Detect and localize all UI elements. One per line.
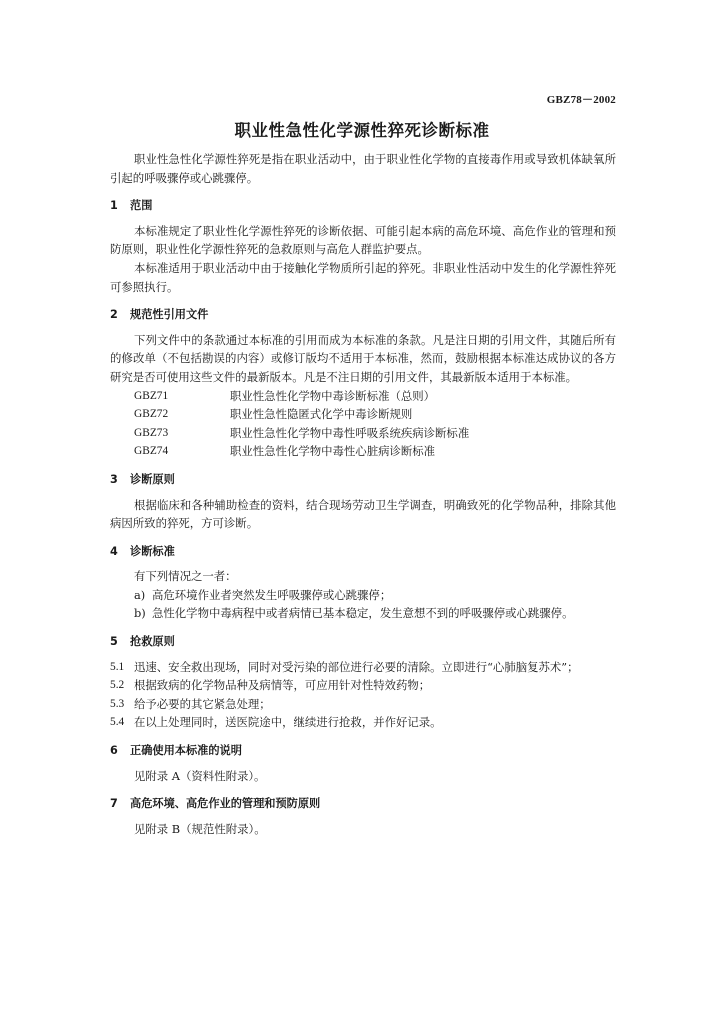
item-text: 根据致病的化学物品种及病情等，可应用针对性特效药物；	[134, 678, 431, 693]
item-text: 在以上处理同时，送医院途中，继续进行抢救，并作好记录。	[134, 715, 442, 730]
section-1-paragraph-2: 本标准适用于职业活动中由于接触化学物质所引起的猝死。非职业性活动中发生的化学源性猝死可参照执行。	[110, 260, 616, 294]
reference-code: GBZ73	[134, 426, 169, 439]
section-3-heading	[110, 471, 616, 490]
section-6-paragraph-1: 见附录 A（资料性附录）。	[134, 768, 266, 783]
reference-list	[110, 387, 616, 461]
section-2-heading	[110, 306, 616, 325]
intro-paragraph: 职业性急性化学源性猝死是指在职业活动中，由于职业性化学物的直接毒作用或导致机体缺氧所引起的呼吸骤停或心跳骤停。	[110, 152, 616, 185]
reference-name: 职业性急性隐匿式化学中毒诊断规则	[230, 407, 413, 422]
reference-item	[110, 442, 616, 461]
item-text: 急性化学物中毒病程中或者病情已基本稳定，发生意想不到的呼吸骤停或心跳骤停。	[152, 606, 574, 621]
criteria-item-b	[110, 604, 616, 623]
reference-name: 职业性急性化学物中毒性心脏病诊断标准	[230, 444, 436, 459]
rescue-item	[110, 658, 616, 677]
section-number: 1	[110, 199, 118, 213]
criteria-item-a	[110, 586, 616, 605]
section-title: 范围	[130, 199, 153, 213]
section-title: 高危环境、高危作业的管理和预防原则	[130, 797, 321, 811]
rescue-item	[110, 695, 616, 714]
section-7-heading	[110, 795, 616, 814]
section-title: 规范性引用文件	[130, 308, 209, 322]
rescue-item	[110, 713, 616, 732]
rescue-item	[110, 676, 616, 695]
section-number: 6	[110, 744, 118, 758]
section-title: 诊断原则	[130, 472, 175, 486]
section-number: 4	[110, 544, 118, 558]
item-number: 5.4	[110, 716, 125, 729]
section-6-heading	[110, 742, 616, 761]
section-2-paragraph-1: 下列文件中的条款通过本标准的引用而成为本标准的条款。凡是注日期的引用文件，其随后所有的修改单（不包括勘误的内容）或修订版均不适用于本标准，然而，鼓励根据本标准达成协议的各方研究是否可使用这些文件的最新版本。凡是不注日期的引用文件，其最新版本适用于本标准。	[110, 332, 616, 384]
item-number: 5.2	[110, 679, 125, 692]
item-marker: a)	[134, 587, 146, 602]
section-1-heading	[110, 197, 616, 216]
reference-item	[110, 405, 616, 424]
reference-item	[110, 387, 616, 406]
standard-code: GBZ78－2002	[546, 94, 616, 106]
item-text: 迅速、安全救出现场，同时对受污染的部位进行必要的清除。立即进行“心肺脑复苏术”；	[134, 659, 579, 674]
section-number: 2	[110, 308, 118, 322]
reference-name: 职业性急性化学物中毒性呼吸系统疾病诊断标准	[230, 425, 470, 440]
reference-code: GBZ72	[134, 408, 169, 421]
section-4-heading	[110, 543, 616, 562]
item-marker: b)	[134, 606, 146, 621]
section-7-paragraph-1: 见附录 B（规范性附录）。	[134, 821, 266, 836]
reference-code: GBZ74	[134, 445, 169, 458]
section-number: 5	[110, 635, 118, 649]
item-text: 高危环境作业者突然发生呼吸骤停或心跳骤停；	[152, 587, 392, 602]
section-5-heading	[110, 633, 616, 652]
reference-name: 职业性急性化学物中毒诊断标准（总则）	[230, 388, 436, 403]
item-text: 给予必要的其它紧急处理；	[134, 696, 271, 711]
page-title: 职业性急性化学源性猝死诊断标准	[234, 121, 490, 140]
reference-code: GBZ71	[134, 389, 169, 402]
section-title: 诊断标准	[130, 544, 175, 558]
section-title: 抢救原则	[130, 635, 175, 649]
section-3-paragraph-1: 根据临床和各种辅助检查的资料，结合现场劳动卫生学调查，明确致死的化学物品种，排除其他病因所致的猝死，方可诊断。	[110, 497, 616, 531]
section-number: 7	[110, 797, 118, 811]
section-1-paragraph-1: 本标准规定了职业性化学源性猝死的诊断依据、可能引起本病的高危环境、高危作业的管理和预防原则，职业性化学源性猝死的急救原则与高危人群监护要点。	[110, 223, 616, 257]
section-title: 正确使用本标准的说明	[130, 744, 242, 758]
section-4-lead: 有下列情况之一者：	[134, 569, 237, 584]
reference-item	[110, 424, 616, 443]
section-number: 3	[110, 472, 118, 486]
item-number: 5.1	[110, 660, 125, 673]
item-number: 5.3	[110, 697, 125, 710]
document-body	[110, 150, 616, 838]
